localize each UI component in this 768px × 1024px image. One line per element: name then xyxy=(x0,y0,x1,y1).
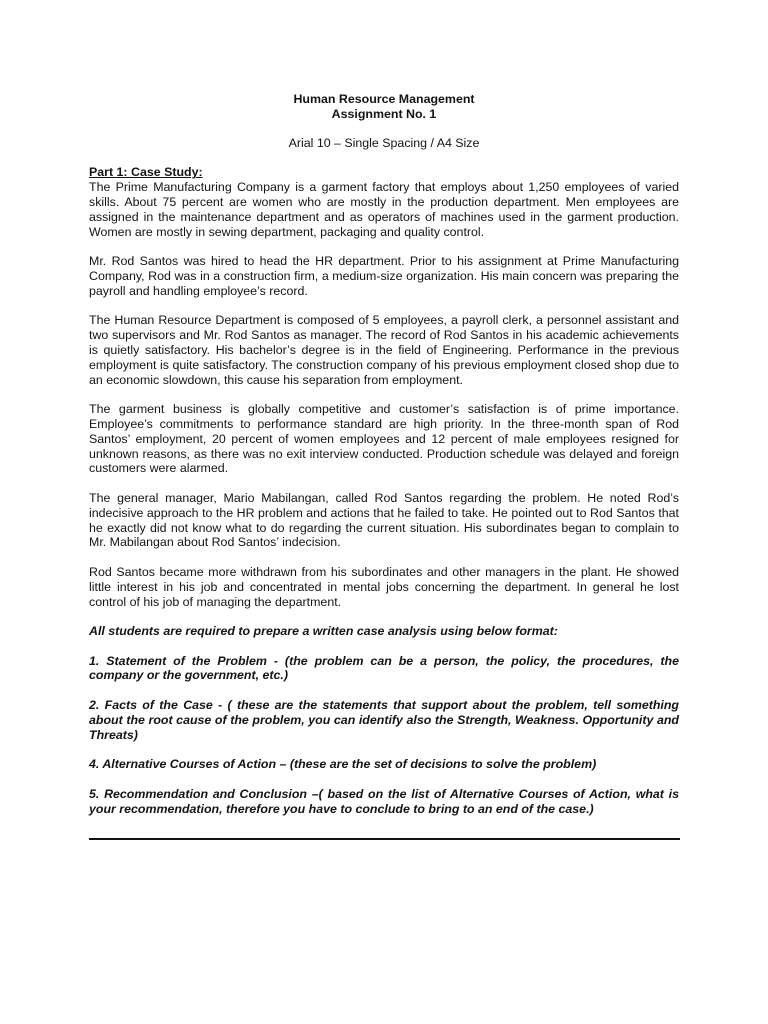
bottom-divider xyxy=(89,838,680,840)
format-item-facts: 2. Facts of the Case - ( these are the statements that support about the problem, tell something about the root cause of the problem, you can identify also the Strength, Weakness. Opportunity and Threats) xyxy=(89,698,679,742)
case-paragraph: Mr. Rod Santos was hired to head the HR department. Prior to his assignment at Prime Manufacturing Company, Rod was in a construction firm, a medium-size organization. His main concern was preparing the payroll and handling employee’s record. xyxy=(89,254,679,298)
case-paragraph: The Prime Manufacturing Company is a garment factory that employs about 1,250 employees of varied skills. About 75 percent are women who are mostly in the production department. Men employees are assigned in the maintenance department and as operators of machines used in the garment production. Women are mostly in sewing department, packaging and quality control. xyxy=(89,180,679,239)
format-item-alternatives: 4. Alternative Courses of Action – (these are the set of decisions to solve the problem) xyxy=(89,757,597,772)
assignment-number: Assignment No. 1 xyxy=(331,106,437,121)
case-paragraph: The garment business is globally competitive and customer’s satisfaction is of prime importance. Employee’s commitments to performance standard are high priority. In the three-month span of Rod Santos’ employment, 20 percent of women employees and 12 percent of male employees resigned for unknown reasons, as there was no exit interview conducted. Production schedule was delayed and foreign customers were alarmed. xyxy=(89,402,679,476)
case-paragraph: The Human Resource Department is composed of 5 employees, a payroll clerk, a personnel assistant and two supervisors and Mr. Rod Santos as manager. The record of Rod Santos in his academic achievements is quietly satisfactory. His bachelor’s degree is in the field of Engineering. Performance in the previous employment is quite satisfactory. The construction company of his previous employment closed shop due to an economic slowdown, this cause his separation from employment. xyxy=(89,313,679,387)
document-title: Human Resource Management xyxy=(293,92,475,106)
format-item-recommendation: 5. Recommendation and Conclusion –( based on the list of Alternative Courses of Action, what is your recommendation, therefore you have to conclude to bring to an end of the case.) xyxy=(89,786,679,816)
case-paragraph: Rod Santos became more withdrawn from his subordinates and other managers in the plant. He showed little interest in his job and concentrated in mental jobs concerning the department. In general he lost control of his job of managing the department. xyxy=(89,564,679,609)
part1-title: Part 1: Case Study: xyxy=(89,165,203,180)
format-item-problem: 1. Statement of the Problem - (the problem can be a person, the policy, the procedures, the company or the government, etc.) xyxy=(89,653,679,683)
instructions-intro: All students are required to prepare a written case analysis using below format: xyxy=(89,624,558,639)
document-page xyxy=(89,92,679,831)
case-paragraph: The general manager, Mario Mabilangan, called Rod Santos regarding the problem. He noted Rod’s indecisive approach to the HR problem and actions that he failed to take. He pointed out to Rod Santos that he exactly did not know what to do regarding the current situation. His subordinates began to complain to Mr. Mabilangan about Rod Santos’ indecision. xyxy=(89,490,679,550)
format-note: Arial 10 – Single Spacing / A4 Size xyxy=(288,135,480,150)
